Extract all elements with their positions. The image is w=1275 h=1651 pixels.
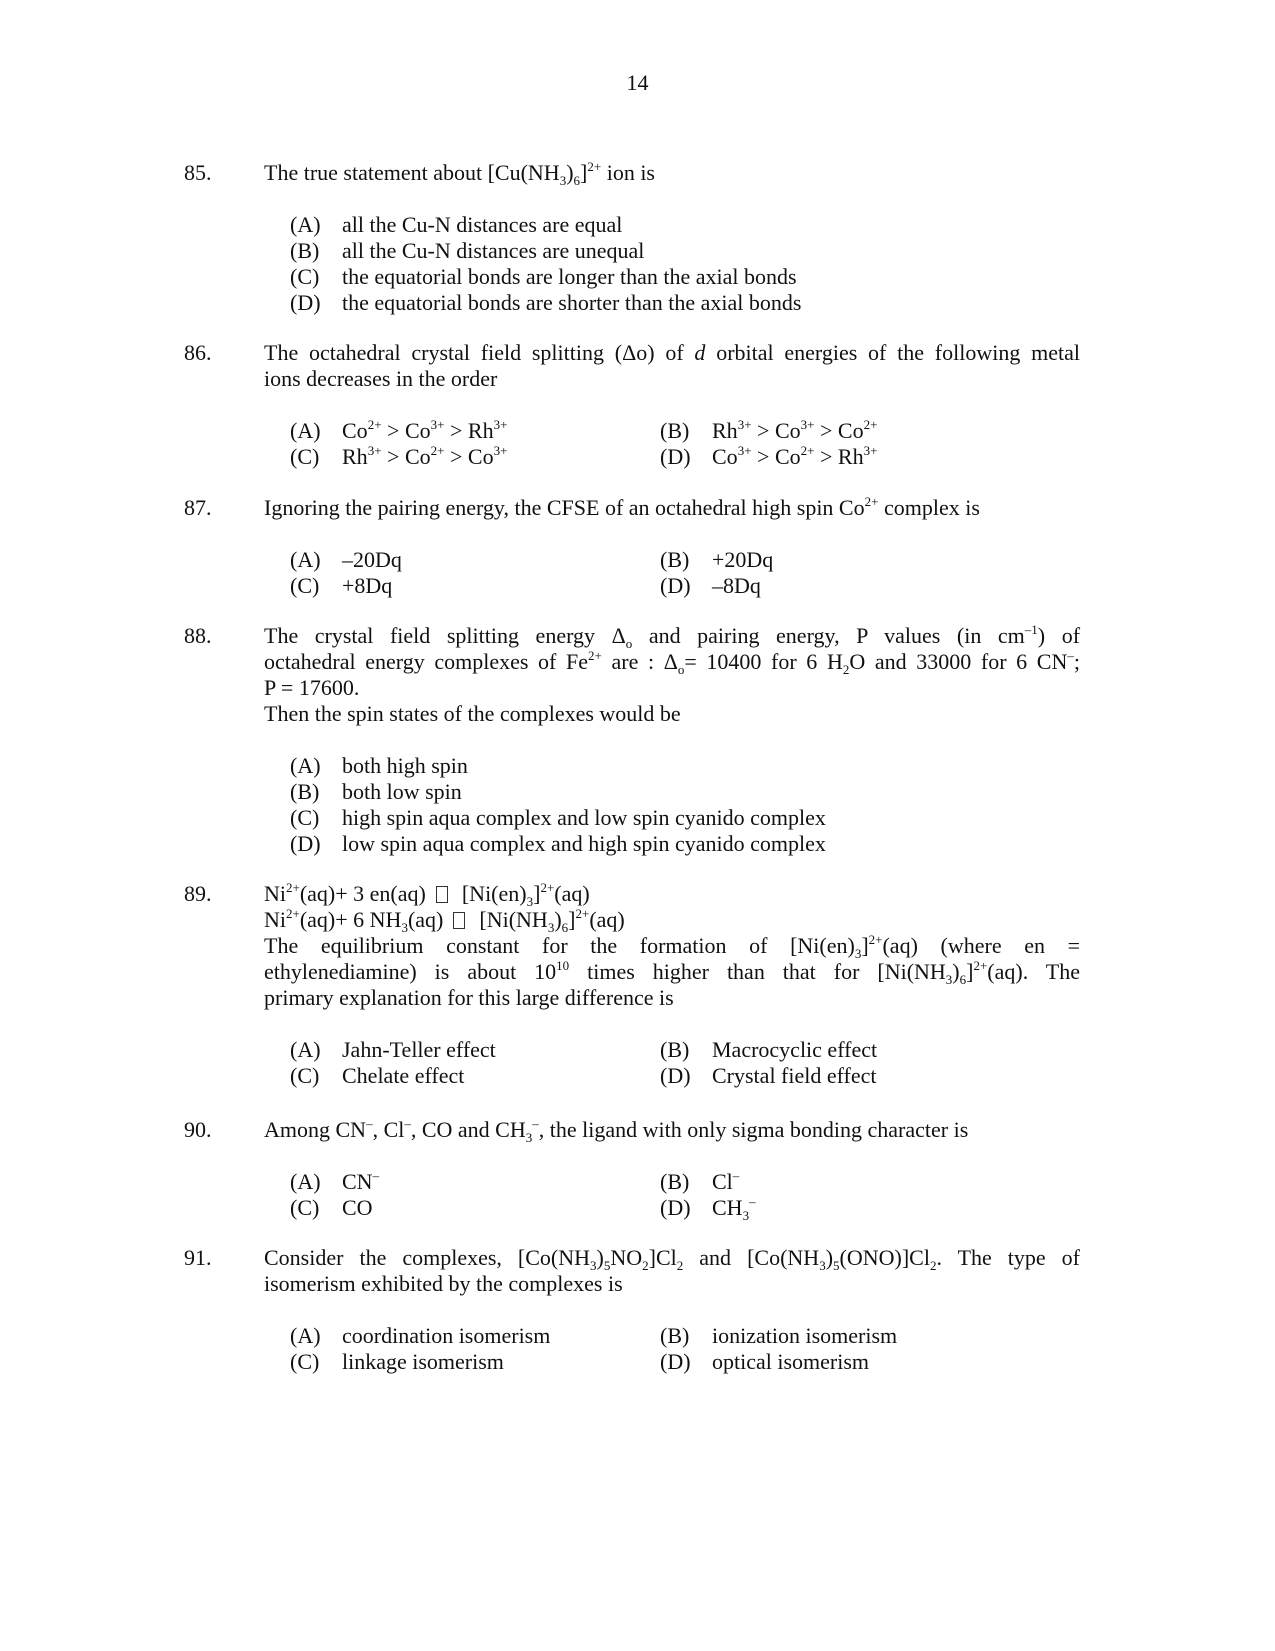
options-grid bbox=[290, 1323, 1080, 1375]
option-d[interactable]: (D) –8Dq bbox=[660, 573, 761, 598]
page-number: 14 bbox=[626, 70, 649, 95]
question-number: 91. bbox=[184, 1245, 212, 1270]
option-b[interactable]: (B) all the Cu-N distances are unequal bbox=[290, 238, 645, 263]
options-grid bbox=[290, 547, 1080, 599]
option-d[interactable]: (D) low spin aqua complex and high spin cyanido complex bbox=[290, 831, 826, 856]
equation-1: $Ni^{2+}(aq)+ 3$ en(aq) $[Ni(en)_3]^{2+}(aq)$ bbox=[264, 880, 590, 909]
option-c[interactable]: (C) linkage isomerism bbox=[290, 1349, 504, 1374]
option-b[interactable]: (B) both low spin bbox=[290, 779, 462, 804]
option-c[interactable]: (C) $Rh^{3+} > Co^{2+} > Co^{3+}$ bbox=[290, 443, 508, 469]
option-c[interactable]: (C) high spin aqua complex and low spin cyanido complex bbox=[290, 805, 826, 830]
option-a[interactable]: (A) coordination isomerism bbox=[290, 1323, 551, 1348]
option-b[interactable]: (B) Macrocyclic effect bbox=[660, 1037, 878, 1062]
question-stem: The crystal field splitting energy $\Delta_o$ and pairing energy, P values (in $cm^{-1}$) of octahedral energy complexes of $Fe^{2+}$ are : $\Delta_o= 10400$ for 6 $H_2O$ and 33000 for 6 CN–; P = 17600. Then the spin states of the complexes would be bbox=[264, 622, 1081, 726]
question-number: 85. bbox=[184, 160, 212, 185]
option-b[interactable]: (B) ionization isomerism bbox=[660, 1323, 898, 1348]
question-number: 89. bbox=[184, 881, 212, 906]
question-stem: The octahedral crystal field splitting (Δo) of d orbital energies of the following metal ions decreases in the order bbox=[264, 340, 1080, 391]
question-number: 86. bbox=[184, 340, 212, 365]
question-number: 87. bbox=[184, 495, 212, 520]
question-stem: Among CN–, Cl–, CO and $CH_3^-$, the ligand with only sigma bonding character is bbox=[264, 1116, 969, 1145]
option-d[interactable]: (D) optical isomerism bbox=[660, 1349, 870, 1374]
option-c[interactable]: (C) the equatorial bonds are longer than the axial bonds bbox=[290, 264, 797, 289]
option-d[interactable]: (D) $Co^{3+} > Co^{2+} > Rh^{3+}$ bbox=[660, 443, 878, 469]
option-d[interactable]: (D) the equatorial bonds are shorter than the axial bonds bbox=[290, 290, 802, 315]
question-89 bbox=[184, 881, 1084, 1089]
question-number: 88. bbox=[184, 623, 212, 648]
options-list bbox=[290, 753, 1080, 857]
equilibrium-arrow-icon bbox=[453, 912, 465, 929]
option-c[interactable]: (C) +8Dq bbox=[290, 573, 393, 598]
option-a[interactable]: (A) $Co^{2+} > Co^{3+} > Rh^{3+}$ bbox=[290, 417, 508, 443]
option-d[interactable]: (D) Crystal field effect bbox=[660, 1063, 877, 1088]
option-b[interactable]: (B) Cl– bbox=[660, 1168, 740, 1194]
option-a[interactable]: (A) Jahn-Teller effect bbox=[290, 1037, 496, 1062]
question-85 bbox=[184, 160, 1084, 316]
options-list bbox=[290, 212, 1080, 316]
option-c[interactable]: (C) CO bbox=[290, 1195, 373, 1220]
question-91 bbox=[184, 1245, 1084, 1375]
option-d[interactable]: (D) $CH_3^-$ bbox=[660, 1194, 756, 1223]
option-b[interactable]: (B) $Rh^{3+} > Co^{3+} > Co^{2+}$ bbox=[660, 417, 878, 443]
option-a[interactable]: (A) both high spin bbox=[290, 753, 468, 778]
option-b[interactable]: (B) +20Dq bbox=[660, 547, 774, 572]
options-grid bbox=[290, 1037, 1080, 1089]
question-stem: $Ni^{2+}(aq)+ 3$ en(aq) $[Ni(en)_3]^{2+}(aq)$ $Ni^{2+}(aq)+ 6$ $NH_3(aq)$ $[Ni(NH_3)_6]^{2+}(aq)$ The equilibrium constant for the formation of $[Ni(en)_3]^{2+}(aq)$ (where en = ethylenediamine) is about $10^{10}$ times higher than that for $[Ni(NH_3)_6]^{2+}(aq)$. The primary explanation for this large difference is bbox=[264, 880, 1080, 1010]
option-a[interactable]: (A) all the Cu-N distances are equal bbox=[290, 212, 623, 237]
question-88 bbox=[184, 623, 1084, 857]
question-stem: Consider the complexes, $[Co(NH_3)_5NO_2]Cl_2$ and $[Co(NH_3)_5(ONO)]Cl_2$. The type of isomerism exhibited by the complexes is bbox=[264, 1245, 1081, 1296]
question-90 bbox=[184, 1117, 1084, 1221]
question-stem: The true statement about $[Cu(NH_3)_6]^{2+}$ ion is bbox=[264, 159, 655, 188]
options-grid bbox=[290, 1169, 1080, 1221]
equation-2: $Ni^{2+}(aq)+ 6$ $NH_3(aq)$ $[Ni(NH_3)_6]^{2+}(aq)$ bbox=[264, 906, 625, 935]
option-a[interactable]: (A) CN– bbox=[290, 1168, 380, 1194]
question-stem: Ignoring the pairing energy, the CFSE of an octahedral high spin $Co^{2+}$ complex is bbox=[264, 494, 980, 520]
question-87 bbox=[184, 495, 1084, 599]
option-a[interactable]: (A) –20Dq bbox=[290, 547, 402, 572]
question-number: 90. bbox=[184, 1117, 212, 1142]
options-grid bbox=[290, 418, 1080, 470]
question-86 bbox=[184, 340, 1084, 470]
equilibrium-arrow-icon bbox=[436, 886, 448, 903]
option-c[interactable]: (C) Chelate effect bbox=[290, 1063, 465, 1088]
